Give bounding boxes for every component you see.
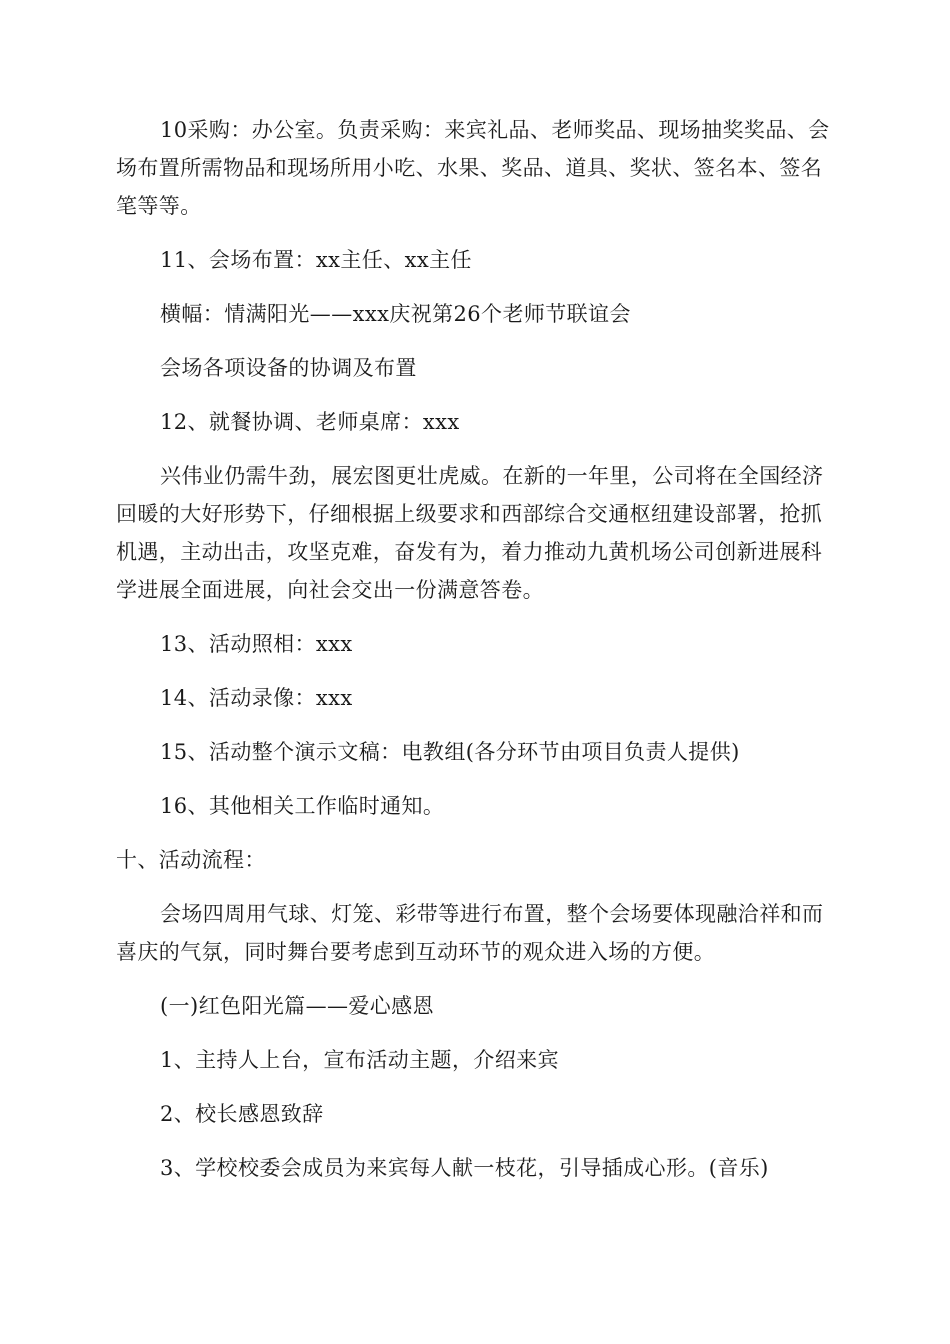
paragraph-equipment: 会场各项设备的协调及布置 — [160, 356, 417, 380]
section-heading-activity-flow: 十、活动流程： — [116, 848, 266, 872]
paragraph-decoration: 会场四周用气球、灯笼、彩带等进行布置，整个会场要体现融洽祥和而喜庆的气氛，同时舞台要考虑到互动环节的观众进入场的方便。 — [116, 902, 824, 964]
list-item-host: 1、主持人上台，宣布活动主题，介绍来宾 — [160, 1048, 559, 1072]
paragraph-banner: 横幅：情满阳光——xxx庆祝第26个老师节联谊会 — [160, 302, 631, 326]
paragraph-dining: 12、就餐协调、老师桌席：xxx — [160, 410, 460, 434]
paragraph-company-outlook: 兴伟业仍需牛劲，展宏图更壮虎威。在新的一年里，公司将在全国经济回暖的大好形势下，仔细根据上级要求和西部综合交通枢纽建设部署，抢抓机遇，主动出击，攻坚克难，奋发有为，着力推动九黄机场公司创新进展科学进展全面进展，向社会交出一份满意答卷。 — [116, 464, 824, 602]
paragraph-other-notice: 16、其他相关工作临时通知。 — [160, 794, 445, 818]
paragraph-venue-setup: 11、会场布置：xx主任、xx主任 — [160, 248, 472, 272]
subsection-heading-red-sunshine: (一)红色阳光篇——爱心感恩 — [160, 994, 434, 1018]
list-item-principal-speech: 2、校长感恩致辞 — [160, 1102, 324, 1126]
paragraph-presentation: 15、活动整个演示文稿：电教组(各分环节由项目负责人提供) — [160, 740, 740, 764]
paragraph-procurement: 10采购：办公室。负责采购：来宾礼品、老师奖品、现场抽奖奖品、会场布置所需物品和现场所用小吃、水果、奖品、道具、奖状、签名本、签名笔等等。 — [116, 118, 830, 218]
paragraph-video: 14、活动录像：xxx — [160, 686, 353, 710]
list-item-flower-presentation: 3、学校校委会成员为来宾每人献一枝花，引导插成心形。(音乐) — [160, 1156, 769, 1180]
paragraph-photography: 13、活动照相：xxx — [160, 632, 353, 656]
document-body — [116, 111, 836, 1203]
